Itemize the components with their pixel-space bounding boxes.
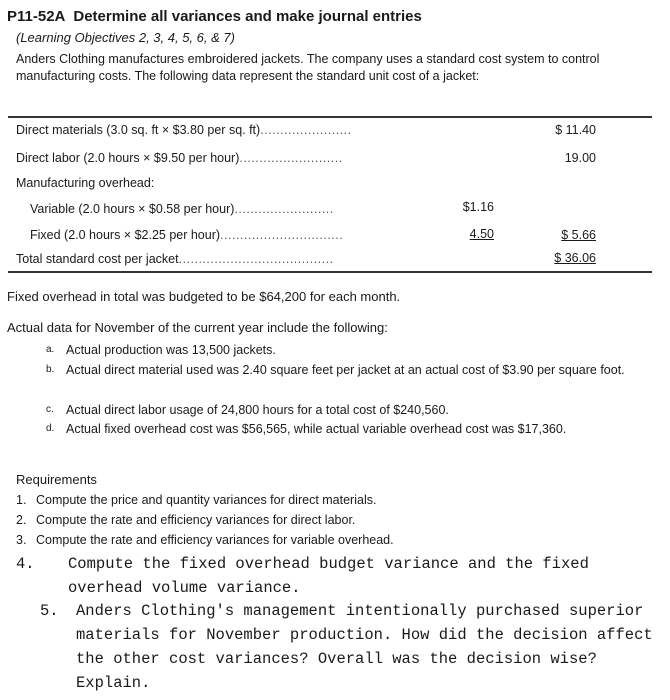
requirement-item (16, 552, 656, 600)
requirements-heading: Requirements (16, 472, 97, 487)
overhead-heading: Manufacturing overhead: (16, 176, 155, 190)
direct-labor-row (16, 151, 343, 165)
direct-labor-amount: 19.00 (564, 151, 596, 165)
leader-dots: ....................... (260, 123, 352, 137)
variable-overhead-row (30, 202, 334, 216)
list-marker: 5. (40, 602, 59, 620)
problem-title (7, 8, 422, 25)
learning-objectives: (Learning Objectives 2, 3, 4, 5, 6, & 7) (16, 30, 235, 45)
direct-materials-label: Direct materials (3.0 sq. ft × $3.80 per sq. ft) (16, 123, 261, 137)
total-cost-row (16, 252, 334, 266)
leader-dots: ............................... (220, 228, 344, 242)
list-marker: 2. (16, 513, 27, 527)
list-item (46, 362, 646, 396)
requirement-item (16, 492, 636, 508)
list-item (46, 342, 646, 358)
direct-materials-row (16, 123, 352, 137)
requirement-text: Anders Clothing's management intentionally purchased superior materials for November production. How did the decision affect the other cost variances? Overall was the decision wise? Explain. (76, 602, 653, 692)
total-overhead-amount: $ 5.66 (561, 228, 596, 242)
intro-paragraph: Anders Clothing manufactures embroidered jackets. The company uses a standard cost system to control manufacturing costs. The following data represent the standard unit cost of a jacket: (16, 52, 600, 83)
list-marker: b. (46, 364, 55, 375)
requirement-item (16, 532, 636, 548)
actual-data-intro: Actual data for November of the current year include the following: (7, 320, 388, 335)
list-item-text: Actual direct material used was 2.40 square feet per jacket at an actual cost of $3.90 per square foot. (66, 363, 625, 377)
requirement-item (16, 512, 636, 528)
list-marker: 4. (16, 555, 35, 573)
fixed-overhead-label: Fixed (2.0 hours × $2.25 per hour) (30, 228, 221, 242)
list-marker: c. (46, 404, 54, 415)
list-marker: 1. (16, 493, 27, 507)
fixed-overhead-row (30, 228, 343, 242)
list-marker: d. (46, 423, 55, 434)
variable-overhead-label: Variable (2.0 hours × $0.58 per hour) (30, 202, 235, 216)
requirement-item (40, 599, 666, 699)
leader-dots: ......................... (234, 202, 334, 216)
total-cost-amount: $ 36.06 (554, 251, 596, 265)
list-item-text: Actual direct labor usage of 24,800 hours for a total cost of $240,560. (66, 403, 449, 417)
total-cost-label: Total standard cost per jacket (16, 252, 179, 266)
requirement-text: Compute the rate and efficiency variances for direct labor. (36, 513, 356, 527)
list-item (46, 421, 646, 455)
table-top-rule (8, 116, 652, 118)
requirement-text: Compute the fixed overhead budget variance and the fixed overhead volume variance. (68, 555, 589, 597)
requirement-text: Compute the price and quantity variances for direct materials. (36, 493, 377, 507)
variable-overhead-amount: $1.16 (462, 200, 494, 214)
direct-materials-amount: $ 11.40 (555, 123, 596, 137)
list-item-text: Actual production was 13,500 jackets. (66, 343, 276, 357)
problem-heading: Determine all variances and make journal entries (73, 8, 422, 25)
list-marker: a. (46, 344, 55, 355)
fixed-overhead-subamount: 4.50 (469, 227, 494, 241)
requirement-text: Compute the rate and efficiency variances for variable overhead. (36, 533, 394, 547)
list-item-text: Actual fixed overhead cost was $56,565, while actual variable overhead cost was $17,360. (66, 422, 567, 436)
direct-labor-label: Direct labor (2.0 hours × $9.50 per hour) (16, 151, 240, 165)
table-bottom-rule (8, 271, 652, 273)
list-marker: 3. (16, 533, 27, 547)
list-item (46, 402, 646, 418)
leader-dots: ....................................... (178, 252, 334, 266)
leader-dots: .......................... (239, 151, 343, 165)
budget-note: Fixed overhead in total was budgeted to be $64,200 for each month. (7, 289, 401, 304)
problem-number: P11-52A (7, 8, 66, 25)
